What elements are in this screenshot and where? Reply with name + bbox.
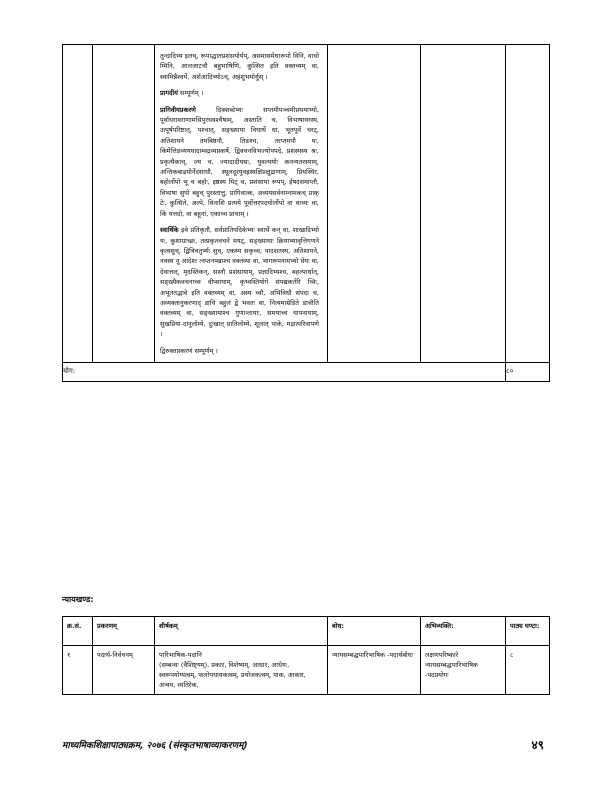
paragraph: स्वार्थिके इवे प्रतिकृतौ, सर्वप्रातिपदिकेभ्यः स्वार्थे कन् वा, शाखादिभ्यो यः, कुशाग्राच्छः, तत्प्रकृतवचने मयट्, सङ्ख्यायाः क्रियाभ्यावृत्तिगणने कृत्वसुच्, द्वित्रिचतुर्भ्यः सुच्, एकस्य सकृच्च, पादशतस्य, अतिशायने, नवस्य नू आदेशः त्नप्तनप्खाश्च वक्तव्या वा, भागरूपनामभ्यो धेयः वा, देवात्तल्, मृदस्तिकन्, सस्नौ प्रशंसायाम्, प्रज्ञादिभ्यश्च, बहल्पार्थात्, सङ्ख्यैकवचनाच्च वीप्सायाम्, कृभ्वस्तियोगे संपद्यकर्तरि च्विः, अभूततद्भावे इति वक्तव्यम् वा, अस्य च्वौ, अभिविधौ संपदा च, अव्यक्तानुकरणाद् डाचि बहुलं द्वे भवतः वा, नित्यमाम्रेडिते डाचीति वक्तव्यम् वा, सङ्ख्यायाश्च गुणान्तायाः, समयाच्च यापनायाम्, सुखप्रिया-दानुलोम्ये, दुःखात् प्रातिलोम्ये, शूलात् पाके, मद्रात्परिवापणे । (160, 226, 319, 339)
table-cell: पारिभाषिक-पदानि (सम्बन्धः (वैशिष्ट्यम्), प्रकार, विशेष्यम्, आधार, आधेयः, स्वरूपयोग्यत्वम्, फलोपधायकत्वम्, प्रयोजकत्वम्, पाक, आकार, अन्वय, व्यतिरेक, (155, 646, 328, 695)
expression-cell (421, 45, 506, 363)
total-label: योग: (63, 362, 506, 381)
chapter-cell (93, 45, 155, 363)
page-number: ४९ (531, 738, 544, 752)
column-header: क्र.सं. (63, 617, 93, 646)
paragraph: द्विरुक्तप्रकरणं सम्पूर्णम् । (160, 346, 218, 355)
table-cell: न्यायसम्बद्धपारिभाषिक -पदार्थबोधः (328, 646, 421, 695)
table-row (63, 646, 550, 695)
table-cell: लक्षणपरिष्कारे न्यायसम्बद्धपारिभाषिक -पदप्रयोगः (421, 646, 506, 695)
header-row (63, 617, 550, 646)
table-cell: ८ (506, 646, 550, 695)
nyaya-syllabus-table (62, 616, 550, 695)
syllabus-table-continued (62, 44, 550, 382)
table-cell: पदार्थ-निर्वचनम् (93, 646, 155, 695)
total-value: ८० (506, 362, 550, 381)
column-header: बोध: (328, 617, 421, 646)
serial-cell (63, 45, 93, 363)
paragraph: प्रागदीयं सम्पूर्णम् । (160, 89, 204, 98)
footer-title: माध्यमिकशिक्षापाठ्यक्रम, २०७६ (संस्कृतभाषाव्याकरणम्) (62, 741, 248, 751)
column-header: शीर्षकम् (155, 617, 328, 646)
paragraph: तुन्दादिभ्य इलच्, रूपाद्धातप्रशंसयोर्यप्, असमासमेधारूपो विनि, वाचो ग्मिनि, आलजाटचौ बहुभाषिणि, कुत्सित इति वक्तव्यम् वा, स्वामिन्नैश्वर्ये, अर्शआदिभ्योऽच्, अहंशुभमोर्युस् । (160, 52, 319, 81)
column-header: प्रकरणम् (93, 617, 155, 646)
hours-cell (506, 45, 550, 363)
table-cell: १ (63, 646, 93, 695)
sutra-list (155, 45, 327, 362)
column-header: अभिव्यक्ति: (421, 617, 506, 646)
column-header: पाठ्य घण्टा: (506, 617, 550, 646)
total-row (63, 362, 550, 381)
section-title: न्यायखण्ड: (62, 595, 94, 604)
understanding-cell (328, 45, 421, 363)
content-cell (155, 45, 328, 363)
table-row (63, 45, 550, 363)
paragraph: प्रागिवीयप्रकरणे दिक्शब्देभ्यः सप्तमीपञ्चमीप्रथमाभ्यो, पूर्वाधरावराणामसिपुरधवश्चैषाम्, अस्ताति च, विभाषावरस्य, उत्पूर्षपरिष्टात्, पश्चात्, सङ्ख्याया विधार्थे धा, भूतपूर्वे चरट्, अतिशायने तमबिष्ठनौ, तिङश्च, तरप्तमपौ घः, किमेत्तिङव्ययघादाम्वद्रव्यप्रकर्षे, द्विवचनविभज्योपपदे, प्रशस्यस्य श्रः, प्रकृत्यैकाच्, ज्य च, ज्यादादीयसः, युवल्पयोः कनन्यतरस्याम्, अन्तिकबाढयोर्नेदसाधौ, स्थूलदूरयुवह्रस्वक्षिप्रक्षुद्राणाम्, प्रियस्थिर, बहोर्लोपो भू च बहोः, इष्ठस्य यिट् च, प्रशंसायां रूपप्, ईषदसमाप्तौ, विभाषा सुपो बहुच् पुरस्तात्तु, प्रागिवात्क, अव्ययसर्वनाम्नामकच् प्राक् टेः, कुत्सिते, अल्पे, विनाशि प्रत्यये पूर्वोत्तरपदयोर्लोपो वा वाच्यः वा, किं यत्तदो, वा बहूनां, एकाच्च प्राचाम् । (160, 105, 319, 218)
